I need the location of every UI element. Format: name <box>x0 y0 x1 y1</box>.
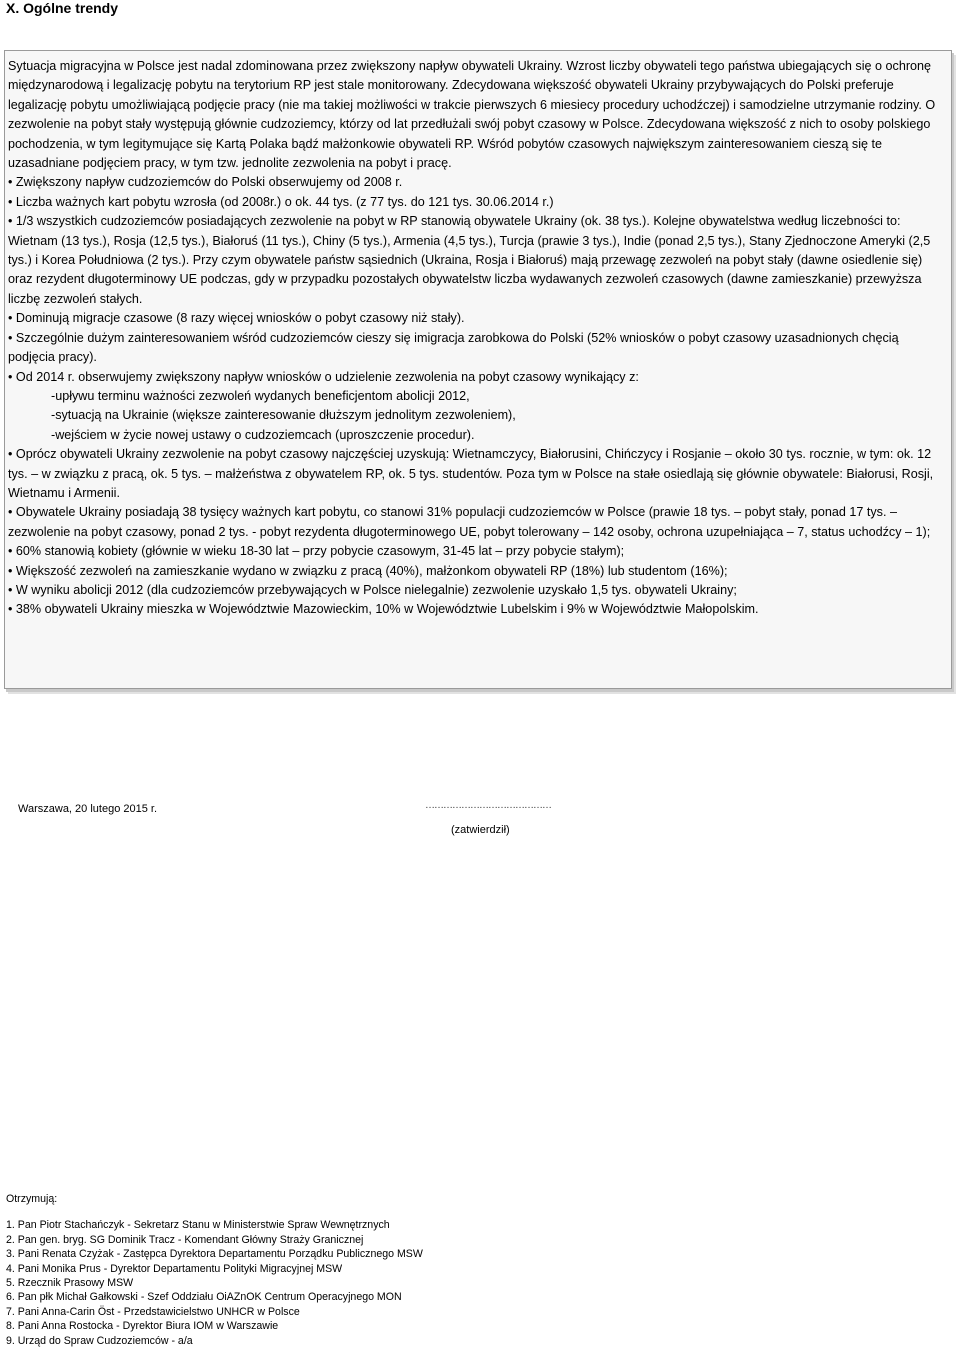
recipient-item: 8. Pani Anna Rostocka - Dyrektor Biura IOM w Warszawie <box>6 1320 279 1333</box>
bullet-item: • Zwiększony napływ cudzoziemców do Polski obserwujemy od 2008 r. <box>8 175 403 190</box>
bullet-item: • Obywatele Ukrainy posiadają 38 tysięcy ważnych kart pobytu, co stanowi 31% populacji cudzoziemców w Polsce (prawie 18 tys. – pobyt stały, ponad 17 tys. – zezwolenie na pobyt czasowy, ponad 2 tys. - pobyt rezydenta długoterminowego UE, pobyt tolerowany – 142 osoby, ochrona uzupełniająca – 7, status uchodźcy – 1); <box>8 505 931 539</box>
signature-line: …………………………………… <box>425 800 551 811</box>
sub-item: -sytuacją na Ukrainie (większe zainteresowanie dłuższym jednolitym zezwoleniem), <box>51 408 516 423</box>
bullet-item: • 38% obywateli Ukrainy mieszka w Województwie Mazowieckim, 10% w Województwie Lubelskim i 9% w Województwie Małopolskim. <box>8 602 759 617</box>
bullet-item: • 1/3 wszystkich cudzoziemców posiadających zezwolenie na pobyt w RP stanowią obywatele Ukrainy (ok. 38 tys.). Kolejne obywatelstwa według liczebności to: Wietnam (13 tys.), Rosja (12,5 tys.), Białoruś (11 tys.), Chiny (5 tys.), Armenia (4,5 tys.), Turcja (prawie 3 tys.), Indie (ponad 2,5 tys.), Stany Zjednoczone Ameryki (2,5 tys.) i Korea Południowa (2 tys.). Przy czym obywatele państw sąsiednich (Ukraina, Rosja i Białoruś) mają przewagę zezwoleń na pobyt stały (dawne osiedlenie się) oraz rezydent długoterminowy UE podczas, gdy w przypadku pozostałych obywatelstw liczba wydawanych zezwoleń czasowych (dawne zamieszkanie) przewyższa liczbę zezwoleń stałych. <box>8 214 931 306</box>
recipient-item: 7. Pani Anna-Carin Öst - Przedstawicielstwo UNHCR w Polsce <box>6 1305 300 1318</box>
sub-item: -upływu terminu ważności zezwoleń wydanych beneficjentom abolicji 2012, <box>51 388 470 403</box>
sub-item: -wejściem w życie nowej ustawy o cudzoziemcach (uproszczenie procedur). <box>51 427 475 442</box>
trends-text <box>8 57 946 620</box>
document-date: Warszawa, 20 lutego 2015 r. <box>18 803 158 815</box>
bullet-item: • 60% stanowią kobiety (głównie w wieku 18-30 lat – przy pobycie czasowym, 31-45 lat – przy pobycie stałym); <box>8 544 625 559</box>
recipient-item: 6. Pan płk Michał Gałkowski - Szef Oddziału OiAZnOK Centrum Operacyjnego MON <box>6 1291 402 1304</box>
bullet-item: • W wyniku abolicji 2012 (dla cudzoziemców przebywających w Polsce nielegalnie) zezwolenie uzyskało 1,5 tys. obywateli Ukrainy; <box>8 582 737 597</box>
bullet-item: • Szczególnie dużym zainteresowaniem wśród cudzoziemców cieszy się imigracja zarobkowa do Polski (52% wniosków o pobyt czasowy uzasadnionych chęcią podjęcia pracy). <box>8 330 899 365</box>
bullet-item: • Większość zezwoleń na zamieszkanie wydano w związku z pracą (40%), małżonkom obywateli RP (18%) lub studentom (16%); <box>8 563 728 578</box>
recipient-item: 5. Rzecznik Prasowy MSW <box>6 1277 134 1290</box>
bullet-item: • Liczba ważnych kart pobytu wzrosła (od 2008r.) o ok. 44 tys. (z 77 tys. do 121 tys. 30.06.2014 r.) <box>8 194 554 209</box>
recipient-item: 1. Pan Piotr Stachańczyk - Sekretarz Stanu w Ministerstwie Spraw Wewnętrznych <box>6 1219 390 1232</box>
paragraph-intro: Sytuacja migracyjna w Polsce jest nadal zdominowana przez zwiększony napływ obywateli Ukrainy. Wzrost liczby obywateli tego państwa ubiegających się o ochronę międzynarodową i legalizację pobytu na terytorium RP jest stale monitorowany. Zdecydowana większość obywateli Ukrainy przybywających do Polski preferuje legalizację pobytu umożliwiającą podjęcie pracy (nie ma takiej możliwości w trakcie pierwszych 6 miesiecy procedury uchodźczej) i samodzielne utrzymanie rodziny. O zezwolenie na pobyt stały występują głównie cudzoziemcy, którzy od lat przedłużali swój pobyt czasowy w Polsce. Zdecydowana większość z nich to osoby polskiego pochodzenia, w tym legitymujące się Kartą Polaka bądź małżonkowie obywateli RP. Wśród pobytów czasowych największym zainteresowaniem cieszą się te uzasadniane podjęciem pracy, w tym tzw. jednolite zezwolenia na pobyt i pracę. <box>8 59 936 171</box>
section-title: X. Ogólne trendy <box>6 0 119 16</box>
recipient-item: 3. Pani Renata Czyżak - Zastępca Dyrektora Departamentu Porządku Publicznego MSW <box>6 1248 423 1261</box>
bullet-item: • Oprócz obywateli Ukrainy zezwolenie na pobyt czasowy najczęściej uzyskują: Wietnamczycy, Białorusini, Chińczycy i Rosjanie – około 30 tys. rocznie, w tym: ok. 12 tys. – w związku z pracą, ok. 5 tys. – małżeństwa z obywatelem RP, ok. 5 tys. studentów. Poza tym w Polsce na stałe osiedlają się głównie obywatele: Białorusi, Rosji, Wietnamu i Armenii. <box>8 447 934 500</box>
approved-label: (zatwierdził) <box>451 824 510 836</box>
recipients-list <box>6 1192 423 1348</box>
recipient-item: 4. Pani Monika Prus - Dyrektor Departamentu Polityki Migracyjnej MSW <box>6 1262 343 1275</box>
recipients-heading: Otrzymują: <box>6 1193 58 1205</box>
trends-panel <box>4 50 952 689</box>
bullet-item: • Od 2014 r. obserwujemy zwiększony napływ wniosków o udzielenie zezwolenia na pobyt czasowy wynikający z: <box>8 369 639 384</box>
recipient-item: 9. Urząd do Spraw Cudzoziemców - a/a <box>6 1334 193 1347</box>
bullet-item: • Dominują migracje czasowe (8 razy więcej wniosków o pobyt czasowy niż stały). <box>8 311 465 326</box>
recipient-item: 2. Pan gen. bryg. SG Dominik Tracz - Komendant Główny Straży Granicznej <box>6 1233 364 1246</box>
